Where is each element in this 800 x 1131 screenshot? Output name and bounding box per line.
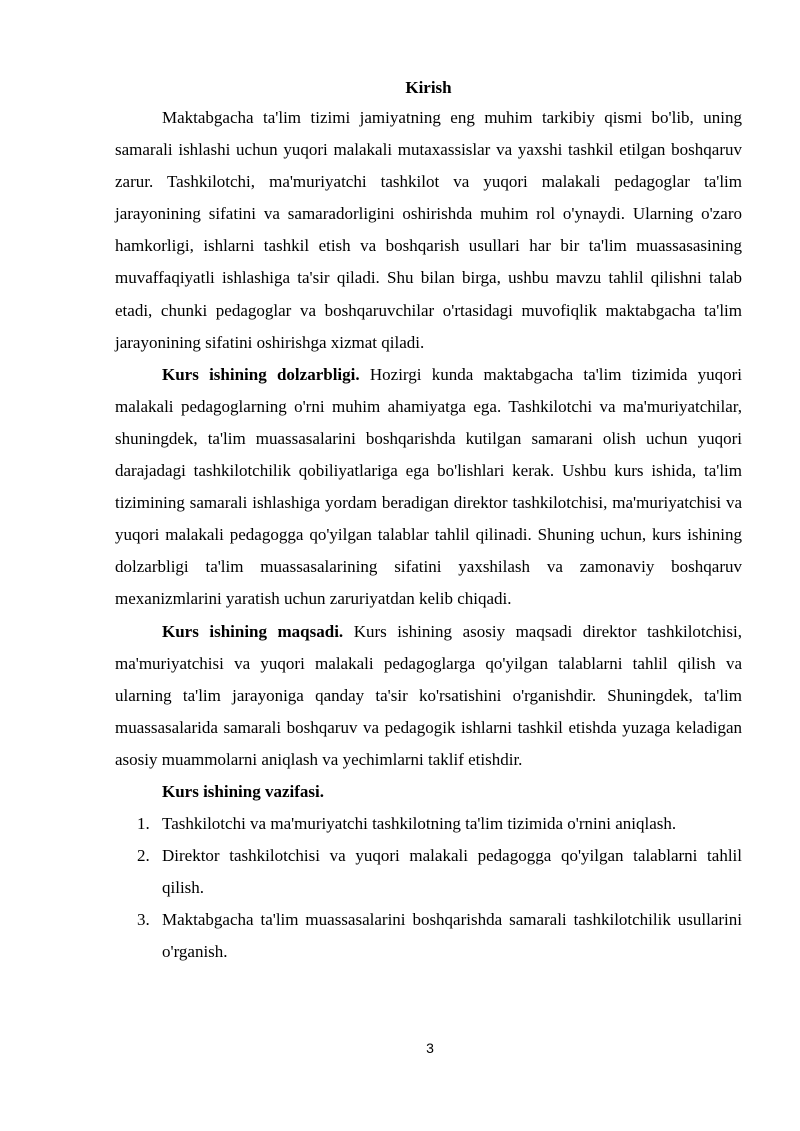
goal-paragraph [115,616,742,776]
intro-paragraph: Maktabgacha ta'lim tizimi jamiyatning eng muhim tarkibiy qismi bo'lib, uning samarali ishlashi uchun yuqori malakali mutaxassislar va yaxshi tashkil etilgan boshqaruv zarur. Tashkilotchi, ma'muriyatchi tashkilot va yuqori malakali pedagoglar ta'lim jarayonining sifatini va samaradorligini oshirishda muhim rol o'ynaydi. Ularning o'zaro hamkorligi, ishlarni tashkil etish va boshqarish usullari har bir ta'lim muassasasining muvaffaqiyatli ishlashiga ta'sir qiladi. Shu bilan birga, ushbu mavzu tahlil qilishni talab etadi, chunki pedagoglar va boshqaruvchilar o'rtasidagi muvofiqlik maktabgacha ta'lim jarayonining sifatini oshirishga xizmat qiladi. [115,108,742,352]
list-item-number: 3. [137,910,150,930]
list-item-number: 2. [137,846,150,866]
page-number: 3 [426,1040,434,1056]
list-item [115,808,742,840]
list-item-text: Maktabgacha ta'lim muassasalarini boshqarishda samarali tashkilotchilik usullarini o'rganish. [162,910,742,962]
list-item [115,904,742,968]
relevance-label: Kurs ishining dolzarbligi. [162,364,360,384]
document-page [115,74,742,968]
relevance-paragraph [115,359,742,616]
tasks-heading: Kurs ishining vazifasi. [162,781,325,801]
list-item-number: 1. [137,813,150,833]
relevance-text: Hozirgi kunda maktabgacha ta'lim tizimida yuqori malakali pedagoglarning o'rni muhim ahamiyatga ega. Tashkilotchi va ma'muriyatchilar, shuningdek, ta'lim muassasalarini boshqarishda kutilgan samarani olish uchun yuqori darajadagi tashkilotchilik qobiliyatlariga ega bo'lishlari kerak. Ushbu kurs ishida, ta'lim tizimining samarali ishlashiga yordam beradigan direktor tashkilotchisi, ma'muriyatchisi va yuqori malakali pedagogga qo'yilgan talablar tahlil qilinadi. Shuning uchun, kurs ishining dolzarbligi ta'lim muassasalarining sifatini yaxshilash va zamonaviy boshqaruv mexanizmlarini yaratish uchun zaruriyatdan kelib chiqadi. [115,364,742,609]
goal-text: Kurs ishining asosiy maqsadi direktor tashkilotchisi, ma'muriyatchisi va yuqori malakali pedagoglarga qo'yilgan talablarni tahlil qilish va ularning ta'lim jarayoniga qanday ta'sir ko'rsatishini o'rganishdir. Shuningdek, ta'lim muassasalarida samarali boshqaruv va pedagogik ishlarni tashkil etishda yuzaga keladigan asosiy muammolarni aniqlash va yechimlarni taklif etishdir. [115,621,742,769]
goal-label: Kurs ishining maqsadi. [162,621,344,641]
list-item-text: Tashkilotchi va ma'muriyatchi tashkilotning ta'lim tizimida o'rnini aniqlash. [162,813,677,833]
list-item-text: Direktor tashkilotchisi va yuqori malakali pedagogga qo'yilgan talablarni tahlil qilish. [162,846,742,898]
page-title: Kirish [405,78,452,97]
tasks-list [115,808,742,968]
list-item [115,840,742,904]
